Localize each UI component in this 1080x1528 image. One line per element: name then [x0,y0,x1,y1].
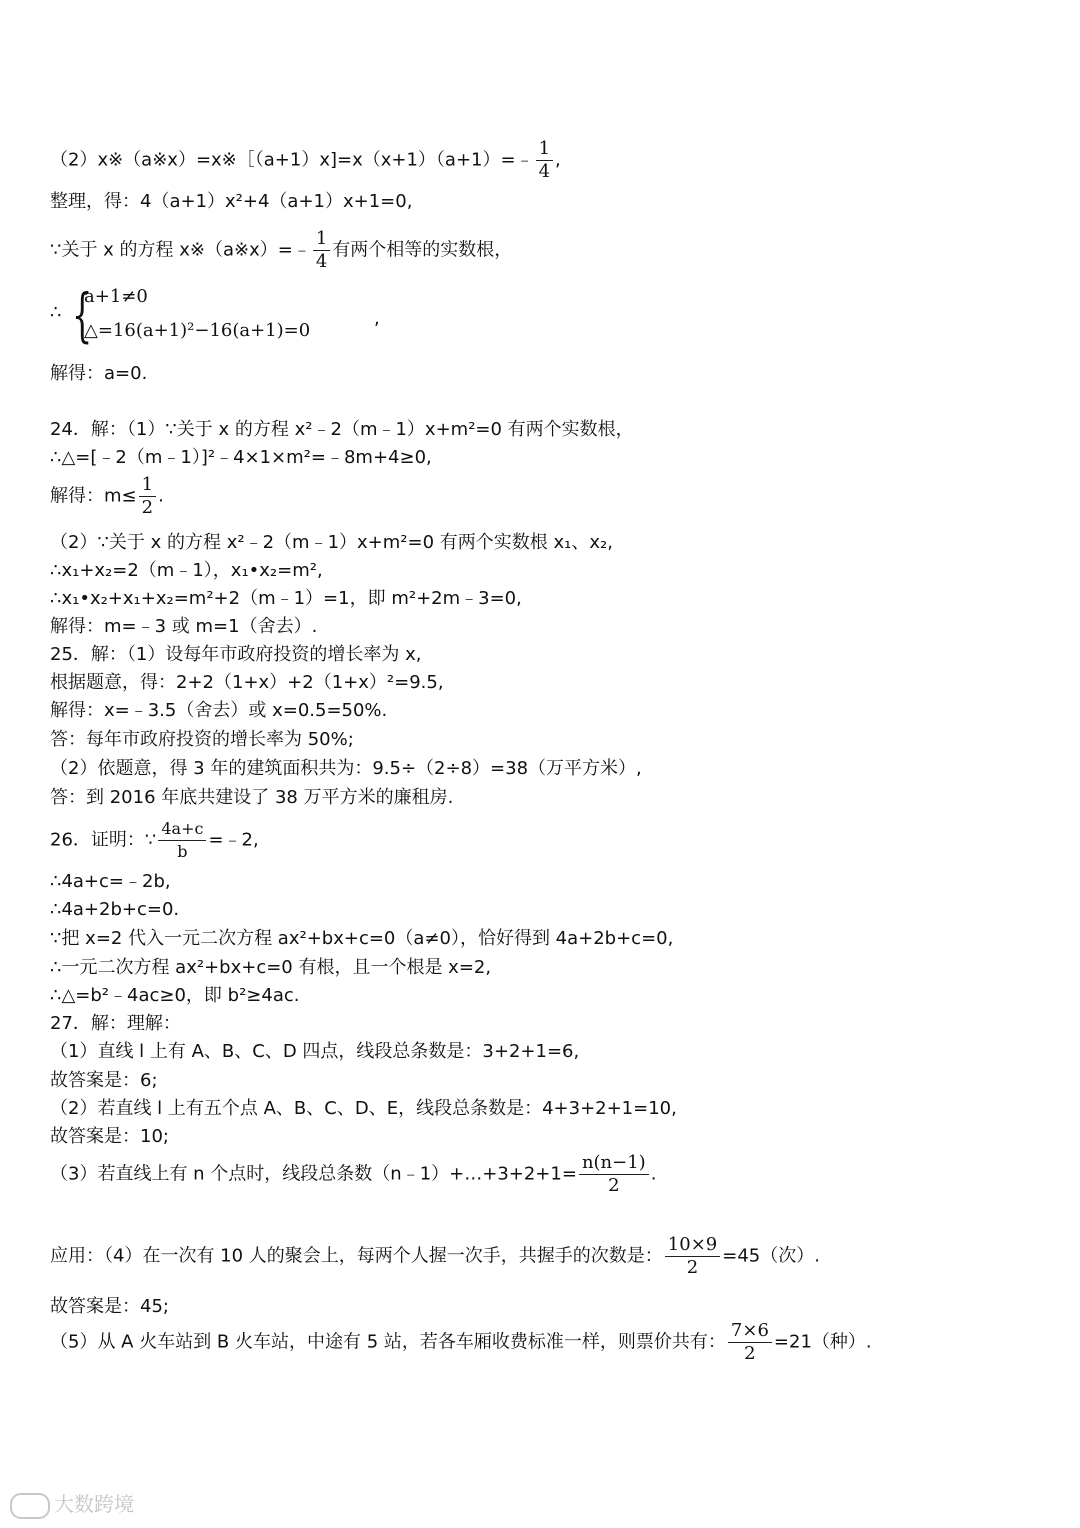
line-p3 [50,228,512,273]
q27-line-4: （2）若直线 l 上有五个点 A、B、C、D、E，线段总条数是：4+3+2+1=10, [50,1098,677,1119]
q27-line-2: （1）直线 l 上有 A、B、C、D 四点，线段总条数是：3+2+1=6, [50,1041,580,1062]
fraction [579,1152,649,1197]
text: 解得：m≤ [50,485,137,507]
numerator: 7×6 [728,1320,772,1343]
q26-line-3: ∴4a+2b+c=0. [50,899,180,920]
text: 有两个相等的实数根， [332,239,513,261]
text: . [650,1163,657,1185]
text: =45（次）. [722,1245,820,1267]
denominator: 2 [744,1343,756,1364]
text: ∵关于 x 的方程 x※（a※x）=﹣ [50,239,311,261]
denominator: b [177,842,188,861]
q25-line-5: （2）依题意，得 3 年的建筑面积共为：9.5÷（2÷8）=38（万平方米）, [50,758,642,779]
q24-line-1: 24．解：（1）∵关于 x 的方程 x²﹣2（m﹣1）x+m²=0 有两个实数根， [50,419,634,440]
denominator: 2 [141,497,154,518]
fraction [536,138,553,183]
denominator: 2 [686,1257,699,1278]
denominator: 4 [315,251,328,272]
system-equation-1: a+1≠0 [84,286,148,307]
text: , [374,308,380,329]
fraction [139,474,156,519]
text: =﹣2, [208,829,259,851]
therefore-symbol: ∴ [50,302,62,323]
text: =21（种）. [773,1331,872,1353]
numerator: 10×9 [665,1234,720,1257]
q24-line-7: 解得：m=﹣3 或 m=1（舍去）. [50,616,318,637]
q24-line-5: ∴x₁+x₂=2（m﹣1），x₁•x₂=m², [50,560,323,581]
q26-line-6: ∴△=b²﹣4ac≥0，即 b²≥4ac. [50,985,300,1006]
q27-line-9 [50,1320,872,1365]
q24-line-6: ∴x₁•x₂+x₁+x₂=m²+2（m﹣1）=1，即 m²+2m﹣3=0, [50,588,522,609]
watermark-text: 大数跨境 [54,1492,134,1516]
denominator: 4 [538,161,551,182]
q24-line-4: （2）∵关于 x 的方程 x²﹣2（m﹣1）x+m²=0 有两个实数根 x₁、x₂, [50,532,613,553]
numerator: n(n−1) [579,1152,649,1175]
line-p2: 整理，得：4（a+1）x²+4（a+1）x+1=0, [50,191,413,212]
q26-line-5: ∴一元二次方程 ax²+bx+c=0 有根，且一个根是 x=2, [50,957,492,978]
watermark [10,1488,134,1519]
text: . [158,485,164,507]
q27-line-7 [50,1234,820,1279]
text: （2）x※（a※x）=x※［（a+1）x]=x（x+1）（a+1）=﹣ [50,149,534,171]
brace-icon: { [72,281,93,349]
q27-line-3: 故答案是：6; [50,1070,158,1091]
q25-line-1: 25．解：（1）设每年市政府投资的增长率为 x, [50,644,422,665]
numerator: 1 [313,228,330,251]
q27-line-6 [50,1152,656,1197]
numerator: 4a+c [158,818,206,841]
fraction [728,1320,772,1365]
q25-line-4: 答：每年市政府投资的增长率为 50%; [50,729,354,750]
q27-line-5: 故答案是：10; [50,1126,169,1147]
text: 26．证明：∵ [50,829,157,851]
q25-line-2: 根据题意，得：2+2（1+x）+2（1+x）²=9.5, [50,672,444,693]
q26-line-4: ∵把 x=2 代入一元二次方程 ax²+bx+c=0（a≠0），恰好得到 4a+2b+c=0, [50,928,674,949]
line-p1 [50,138,561,183]
q25-line-6: 答：到 2016 年底共建设了 38 万平方米的廉租房. [50,787,454,808]
fraction [158,818,206,863]
system-equation-2: △=16(a+1)²−16(a+1)=0 [84,320,311,341]
text: 应用：（4）在一次有 10 人的聚会上，每两个人握一次手，共握手的次数是： [50,1245,663,1267]
q25-line-3: 解得：x=﹣3.5（舍去）或 x=0.5=50%. [50,700,388,721]
q27-line-1: 27．解：理解： [50,1013,181,1034]
text: , [555,149,561,171]
q27-line-8: 故答案是：45; [50,1296,169,1317]
numerator: 1 [139,474,156,497]
denominator: 2 [608,1175,620,1196]
fraction [313,228,330,273]
text: （5）从 A 火车站到 B 火车站，中途有 5 站，若各车厢收费标准一样，则票价共有： [50,1331,726,1353]
logo-icon [10,1493,50,1519]
line-p4: 解得：a=0. [50,363,148,384]
q24-line-2: ∴△=[﹣2（m﹣1）]²﹣4×1×m²=﹣8m+4≥0, [50,447,432,468]
q26-line-1 [50,818,259,863]
numerator: 1 [536,138,553,161]
q26-line-2: ∴4a+c=﹣2b, [50,871,171,892]
q24-line-3 [50,474,164,519]
text: （3）若直线上有 n 个点时，线段总条数（n﹣1）+…+3+2+1= [50,1163,577,1185]
fraction [665,1234,720,1279]
